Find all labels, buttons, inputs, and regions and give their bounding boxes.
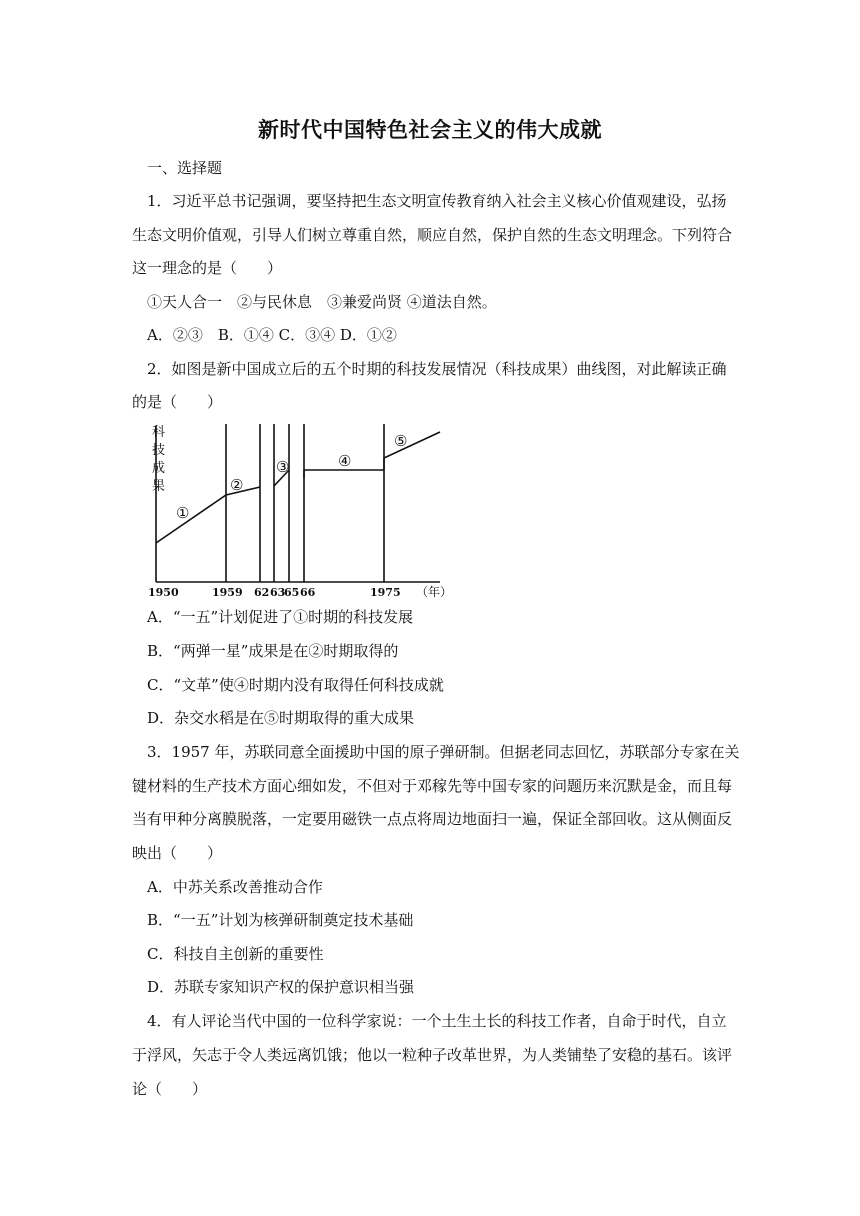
curve-period-5	[384, 432, 440, 470]
q2-stem-line2: 的是（ ）	[132, 393, 223, 411]
q4-stem-line1: 4．有人评论当代中国的一位科学家说：一个土生土长的科技工作者，自命于时代，自立	[147, 1012, 727, 1030]
q2-option-d: D．杂交水稻是在⑤时期取得的重大成果	[147, 709, 415, 727]
q2-stem-line1: 2．如图是新中国成立后的五个时期的科技发展情况（科技成果）曲线图，对此解读正确	[147, 360, 727, 378]
q3-stem-line2: 键材料的生产技术方面心细如发，不但对于邓稼先等中国专家的问题历来沉默是金，而且每	[132, 777, 733, 795]
q3-option-a: A．中苏关系改善推动合作	[147, 878, 323, 896]
section-heading: 一、选择题	[147, 159, 223, 177]
q2-option-a: A．“一五”计划促进了①时期的科技发展	[147, 608, 414, 626]
q1-stem-line3: 这一理念的是（ ）	[132, 259, 283, 277]
q2-option-c: C．“文革”使④时期内没有取得任何科技成就	[147, 676, 444, 694]
q3-option-b: B．“一五”计划为核弹研制奠定技术基础	[147, 911, 414, 929]
x-tick-label-1950: 1950	[148, 586, 179, 599]
q3-stem-line1: 3．1957 年，苏联同意全面援助中国的原子弹研制。但据老同志回忆，苏联部分专家在关	[147, 743, 740, 761]
q1-stem-line1: 1．习近平总书记强调，要坚持把生态文明宣传教育纳入社会主义核心价值观建设，弘扬	[147, 192, 727, 210]
q3-stem-line4: 映出（ ）	[132, 844, 223, 862]
x-axis-unit: （年）	[416, 585, 453, 599]
period-label-5: ⑤	[394, 432, 408, 450]
q1-stem-line2: 生态文明价值观，引导人们树立尊重自然，顺应自然，保护自然的生态文明理念。下列符合	[132, 226, 733, 244]
q3-option-c: C．科技自主创新的重要性	[147, 945, 324, 963]
x-tick-label-1975: 1975	[370, 586, 401, 599]
q4-stem-line3: 论（ ）	[132, 1080, 208, 1098]
x-tick-label-66: 66	[300, 586, 316, 599]
period-label-4: ④	[338, 452, 352, 470]
q3-stem-line3: 当有甲种分离膜脱落，一定要用磁铁一点点将周边地面扫一遍，保证全部回收。这从侧面反	[132, 810, 733, 828]
x-tick-label-63: 63	[270, 586, 286, 599]
x-tick-label-65: 65	[284, 586, 300, 599]
q2-option-b: B．“两弹一星”成果是在②时期取得的	[147, 642, 399, 660]
science-achievement-chart	[148, 420, 468, 602]
q4-stem-line2: 于浮风，矢志于令人类远离饥饿；他以一粒种子改革世界，为人类铺垫了安稳的基石。该评	[132, 1046, 733, 1064]
x-tick-label-62: 62	[254, 586, 270, 599]
y-axis-label-char-4: 果	[152, 479, 166, 494]
period-label-2: ②	[230, 476, 244, 494]
curve-period-1-2	[156, 487, 260, 543]
period-label-1: ①	[176, 504, 190, 522]
q1-items: ①天人合一 ②与民休息 ③兼爱尚贤 ④道法自然。	[147, 293, 497, 311]
period-label-3: ③	[276, 458, 290, 476]
q3-option-d: D．苏联专家知识产权的保护意识相当强	[147, 978, 415, 996]
y-axis-label-char-3: 成	[152, 461, 166, 476]
y-axis-label-char-1: 科	[152, 425, 166, 440]
y-axis-label-char-2: 技	[152, 443, 166, 458]
q1-options: A．②③ B．①④ C．③④ D．①②	[147, 326, 397, 344]
page-title: 新时代中国特色社会主义的伟大成就	[258, 117, 602, 142]
x-tick-label-1959: 1959	[212, 586, 243, 599]
